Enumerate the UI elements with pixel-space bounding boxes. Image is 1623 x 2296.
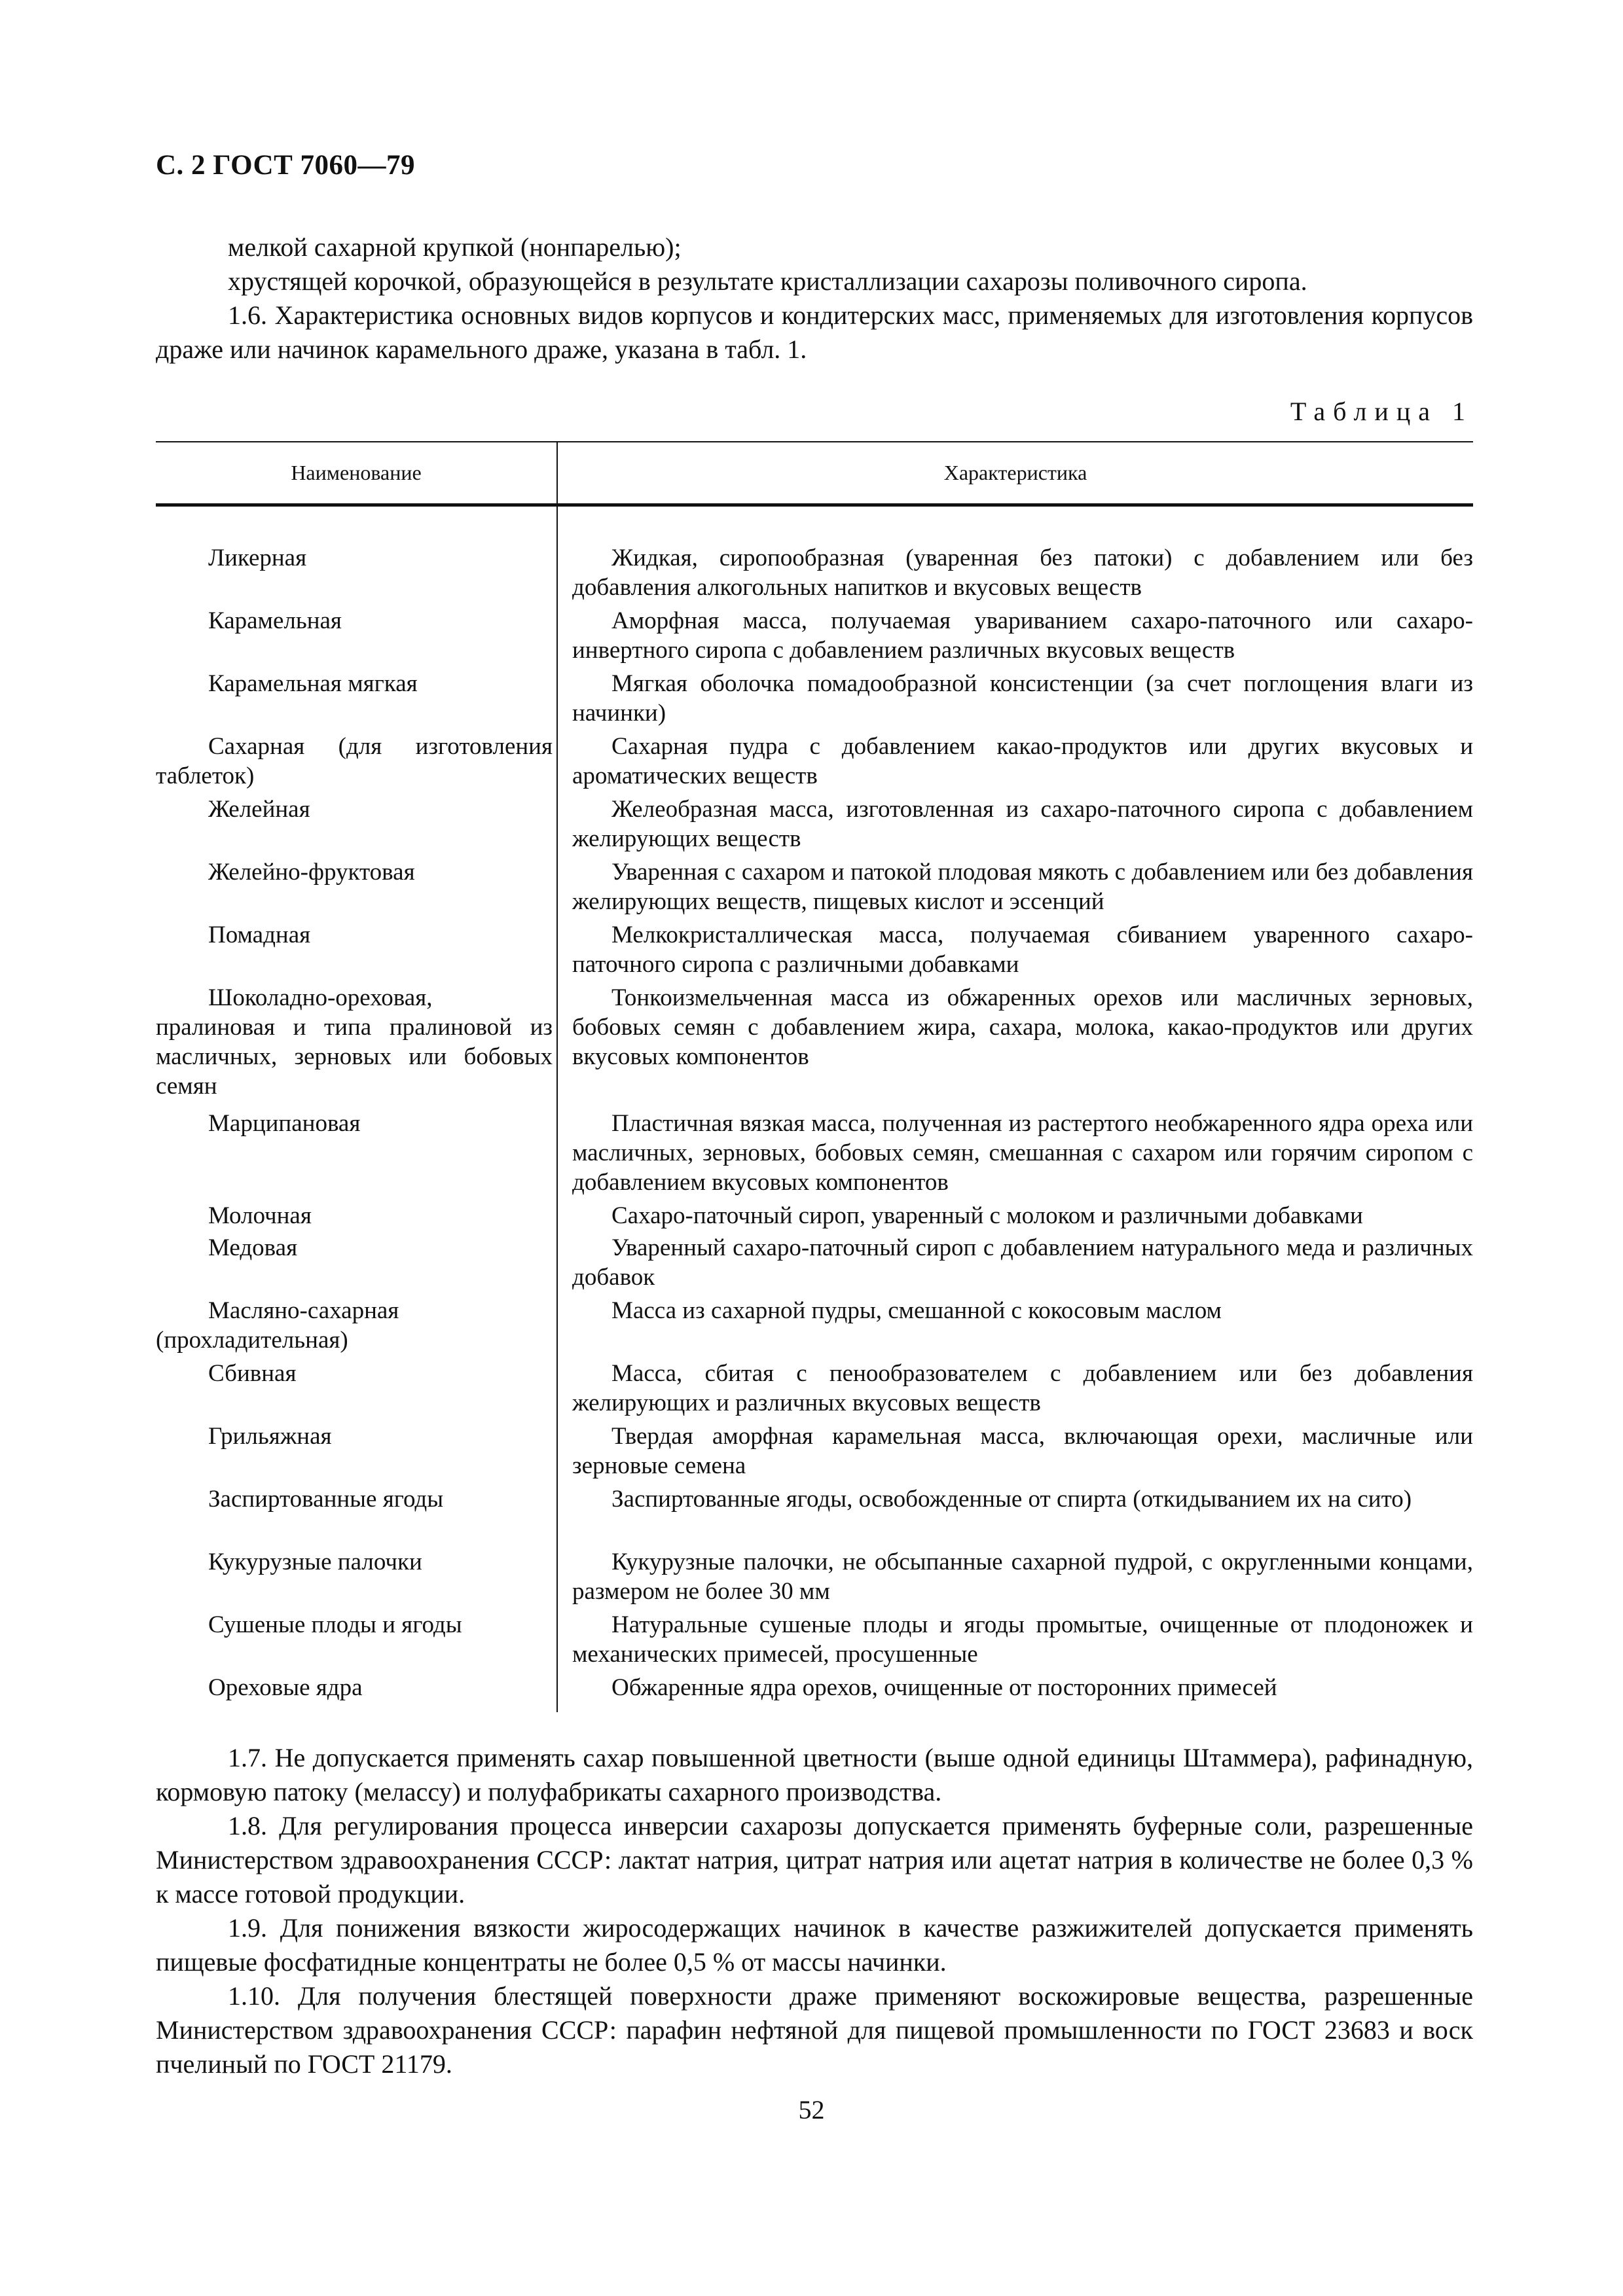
table-top-rule <box>156 441 1473 442</box>
cell-characteristic: Сахарная пудра с добавлением какао-продуктов или других вкусовых и ароматических веществ <box>572 733 1473 789</box>
cell-name: Масляно-сахарная (прохладительная) <box>156 1297 399 1354</box>
cell-characteristic: Тонкоизмельченная масса из обжаренных орехов или масличных зерновых, бобовых семян с добавлением жира, сахара, молока, какао-продуктов или других вкусовых компонентов <box>572 984 1473 1070</box>
cell-characteristic: Желеобразная масса, изготовленная из сахаро-паточного сиропа с добавлением желирующих веществ <box>572 796 1473 852</box>
cell-name: Сушеные плоды и ягоды <box>208 1611 462 1638</box>
cell-characteristic: Мягкая оболочка помадообразной консистенции (за счет поглощения влаги из начинки) <box>572 670 1473 726</box>
column-header-characteristic: Характеристика <box>943 461 1087 484</box>
cell-characteristic: Твердая аморфная карамельная масса, включающая орехи, масличные или зерновые семена <box>572 1423 1473 1479</box>
cell-name: Желейно-фруктовая <box>208 859 415 886</box>
cell-characteristic: Мелкокристаллическая масса, получаемая сбиванием уваренного сахаро-паточного сиропа с различными добавками <box>572 922 1473 978</box>
table-caption: Таблица 1 <box>1290 397 1473 426</box>
cell-name: Грильяжная <box>208 1423 332 1450</box>
cell-name: Карамельная мягкая <box>208 670 418 697</box>
cell-name: Кукурузные палочки <box>208 1549 422 1575</box>
cell-characteristic: Заспиртованные ягоды, освобожденные от спирта (откидыванием их на сито) <box>611 1486 1412 1513</box>
cell-characteristic: Аморфная масса, получаемая увариванием сахаро-паточного или сахаро-инвертного сиропа с добавлением различных вкусовых веществ <box>572 607 1473 664</box>
cell-name: Шоколадно-ореховая, пралиновая и типа пралиновой из масличных, зерновых или бобовых семян <box>156 984 553 1100</box>
intro-line: хрустящей корочкой, образующейся в результате кристаллизации сахарозы поливочного сиропа. <box>228 266 1307 296</box>
paragraph-1-9: 1.9. Для понижения вязкости жиросодержащих начинок в качестве разжижителей допускается применять пищевые фосфатидные концентраты не более 0,5 % от массы начинки. <box>156 1913 1473 1977</box>
intro-line: мелкой сахарной крупкой (нонпарелью); <box>228 232 682 262</box>
cell-characteristic: Обжаренные ядра орехов, очищенные от посторонних примесей <box>611 1674 1277 1701</box>
cell-characteristic: Уваренная с сахаром и патокой плодовая мякоть с добавлением или без добавления желирующих веществ, пищевых кислот и эссенций <box>572 859 1473 915</box>
cell-characteristic: Уваренный сахаро-паточный сироп с добавлением натурального меда и различных добавок <box>572 1234 1473 1291</box>
page-header: С. 2 ГОСТ 7060—79 <box>156 150 416 181</box>
paragraph-1-10: 1.10. Для получения блестящей поверхности драже применяют воскожировые вещества, разрешенные Министерством здравоохранения СССР: парафин нефтяной для пищевой промышленности по ГОСТ 23683 и воск пчелиный по ГОСТ 21179. <box>156 1981 1473 2079</box>
table-column-divider <box>556 441 558 1712</box>
cell-name: Желейная <box>208 796 310 823</box>
cell-characteristic: Сахаро-паточный сироп, уваренный с молоком и различными добавками <box>611 1202 1363 1229</box>
column-header-name: Наименование <box>291 461 422 484</box>
cell-characteristic: Пластичная вязкая масса, полученная из растертого необжаренного ядра ореха или масличных, зерновых, бобовых семян, смешанная с сахаром или горячим сиропом с добавлением вкусовых компонентов <box>572 1110 1473 1196</box>
cell-name: Ореховые ядра <box>208 1674 363 1701</box>
cell-name: Заспиртованные ягоды <box>208 1486 444 1513</box>
cell-name: Сахарная (для изготовления таблеток) <box>156 733 553 789</box>
cell-name: Ликерная <box>208 545 307 571</box>
cell-characteristic: Масса, сбитая с пенообразователем с добавлением или без добавления желирующих и различных вкусовых веществ <box>572 1360 1473 1416</box>
table-header-rule <box>156 503 1473 507</box>
paragraph-1-8: 1.8. Для регулирования процесса инверсии сахарозы допускается применять буферные соли, разрешенные Министерством здравоохранения СССР: лактат натрия, цитрат натрия или ацетат натрия в количестве не более 0,3 % к массе готовой продукции. <box>156 1811 1473 1909</box>
cell-name: Сбивная <box>208 1360 297 1387</box>
cell-name: Помадная <box>208 922 311 948</box>
cell-name: Марципановая <box>208 1110 361 1137</box>
intro-paragraph-1-6: 1.6. Характеристика основных видов корпусов и кондитерских масс, применяемых для изготовления корпусов драже или начинок карамельного драже, указана в табл. 1. <box>156 300 1473 364</box>
intro-text <box>156 230 1473 367</box>
cell-characteristic: Кукурузные палочки, не обсыпанные сахарной пудрой, с округленными концами, размером не более 30 мм <box>572 1549 1473 1605</box>
cell-name: Медовая <box>208 1234 298 1261</box>
page-number: 52 <box>798 2095 825 2125</box>
paragraph-1-7: 1.7. Не допускается применять сахар повышенной цветности (выше одной единицы Штаммера), рафинадную, кормовую патоку (мелассу) и полуфабрикаты сахарного производства. <box>156 1743 1473 1806</box>
body-text <box>156 1741 1473 2081</box>
cell-characteristic: Натуральные сушеные плоды и ягоды промытые, очищенные от плодоножек и механических примесей, просушенные <box>572 1611 1473 1668</box>
cell-characteristic: Масса из сахарной пудры, смешанной с кокосовым маслом <box>611 1297 1222 1324</box>
cell-name: Молочная <box>208 1202 312 1229</box>
cell-characteristic: Жидкая, сиропообразная (уваренная без патоки) с добавлением или без добавления алкогольных напитков и вкусовых веществ <box>572 545 1473 601</box>
cell-name: Карамельная <box>208 607 342 634</box>
